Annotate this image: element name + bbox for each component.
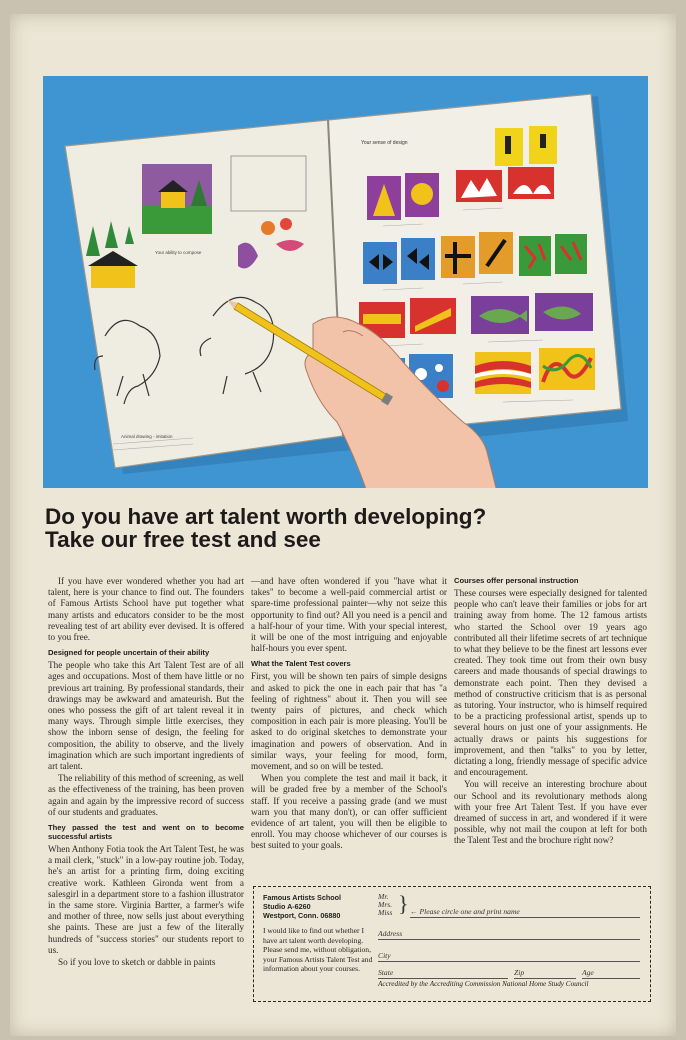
subheading: They passed the test and went on to become successful artists [48, 823, 244, 842]
paragraph: If you have ever wondered whether you had art talent, here is your chance to find out. The founders of Famous Artists School have put together what many artists and educators consider to be the most revealing test of art ability ever devised. It is offered to you free. [48, 576, 244, 643]
city-field[interactable] [378, 951, 640, 962]
state-label: State [378, 968, 394, 977]
headline-line-2: Take our free test and see [45, 527, 321, 552]
name-hint: ← Please circle one and print name [410, 907, 520, 916]
right-page-heading: Your sense of design [361, 140, 408, 146]
zip-label: Zip [514, 968, 525, 977]
paragraph: The people who take this Art Talent Test are of all ages and occupations. Most of them have little or no previous art training. By professional standards, their drawings may be awkward and amateurish. But the ones who possess the gift of art talent reveal it in many ways. Through simple little exercises, they show the inborn sense of design, the feeling for composition, the ability to observe, and the lively imagination which are such important ingredients of art talent. [48, 660, 244, 772]
paragraph: These courses were especially designed for talented people who can't leave their families or jobs for art training away from home. The 12 famous artists who started the School over 19 years ago contributed all their lifetime secrets of art technique to what they believe to be the finest art lessons ever created. They took time out from their own busy careers and made thousands of special drawings to demonstrate each point. Then they devised a method of constructive criticism that is as personal as tutoring. Your instructor, who is himself required to be a practicing professional artist, spends up to several hours on just one of your assignments. He actually draws or paints his suggestions for improvement, and then "talks" to you by letter, dictating a long, friendly message of specific advice and encouragement. [454, 588, 647, 778]
brace: } [398, 891, 409, 916]
paragraph: When Anthony Fotia took the Art Talent Test, he was a mail clerk, "stuck" in a low-pay routine job. Today, he's an artist for a printing firm, doing exciting creative work. Kathleen Gironda went from a salesgirl in a department store to a fashion illustrator in the same store. Virginia Bartter, a farmer's wife and mother of three, now sells just about everything she paints. These are just a few of the literally hundreds of "success stories" our students report to us. [48, 844, 244, 955]
school-city: Westport, Conn. 06880 [263, 911, 341, 920]
studio-code: Studio A-6260 [263, 902, 311, 911]
paragraph: The reliability of this method of screening, as well as the effectiveness of the training, has been proven again and again by the impressive record of success of our students and graduates. [48, 773, 244, 817]
subheading: Courses offer personal instruction [454, 576, 579, 585]
accreditation-line: Accredited by the Accrediting Commission National Home Study Council [378, 980, 589, 988]
age-field[interactable] [582, 968, 640, 979]
zip-field[interactable] [514, 968, 576, 979]
mail-in-coupon [253, 886, 651, 1002]
paragraph: You will receive an interesting brochure about our School and its revolutionary methods along with your free Art Talent Test. If you have ever dreamed of success in art, and wondered if it were possible, why not mail the coupon at left for both the Talent Test and the brochure right now? [454, 779, 647, 846]
title-option-mr[interactable]: Mr. [378, 892, 389, 901]
school-address [263, 893, 373, 920]
address-label: Address [378, 929, 403, 938]
paragraph: First, you will be shown ten pairs of simple designs and asked to pick the one in each pair that has "a feeling of rightness" about it. Then you will see twenty pairs of pictures, and check which composition in each pair is more pleasing. You'll be asked to do original sketches to demonstrate your imagination and powers of observation. And in similar ways, your feeling for mood, form, movement, and so on will be tested. [251, 671, 447, 772]
school-name: Famous Artists School [263, 893, 342, 902]
paragraph: So if you love to sketch or dabble in paints [58, 957, 216, 968]
ad-page [10, 14, 676, 1036]
headline-line-1: Do you have art talent worth developing? [45, 504, 487, 529]
subheading: Designed for people uncertain of their ability [48, 648, 210, 658]
title-option-mrs[interactable]: Mrs. [378, 900, 393, 909]
body-column-1 [48, 576, 244, 969]
headline [45, 505, 645, 551]
open-workbook-drawing [43, 76, 648, 488]
body-column-2 [251, 576, 447, 853]
title-options[interactable] [378, 893, 392, 917]
age-label: Age [582, 968, 594, 977]
coupon-request-text: I would like to find out whether I have art talent worth developing. Please send me, without obligation, your Famous Artists Talent Test and information about your courses. [263, 926, 373, 974]
address-field[interactable] [378, 929, 640, 940]
left-bottom-caption: Animal drawing - imitation [121, 434, 173, 439]
paragraph: When you complete the test and mail it back, it will be graded free by a member of the School's staff. If you receive a passing grade (and we must warn you that many don't), or can offer sufficient evidence of art talent, you will then be eligible to enroll. You may choose whichever of our courses is best suited to your goals. [251, 773, 447, 851]
title-option-miss[interactable]: Miss [378, 908, 393, 917]
left-page-caption: Your ability to compose [155, 250, 202, 255]
body-column-3 [454, 576, 647, 848]
name-field[interactable] [410, 907, 640, 918]
state-field[interactable] [378, 968, 508, 979]
talent-test-illustration [43, 76, 648, 488]
city-label: City [378, 951, 391, 960]
subheading: What the Talent Test covers [251, 659, 351, 669]
paragraph: —and have often wondered if you "have what it takes" to become a well-paid commercial artist or spare-time professional painter—why not seize this opportunity to find out? All you need is a pencil and a half-hour of your time. With your special interest, it will be one of the most intriguing and enjoyable half-hours you ever spent. [251, 576, 447, 654]
coupon-left [263, 893, 373, 974]
